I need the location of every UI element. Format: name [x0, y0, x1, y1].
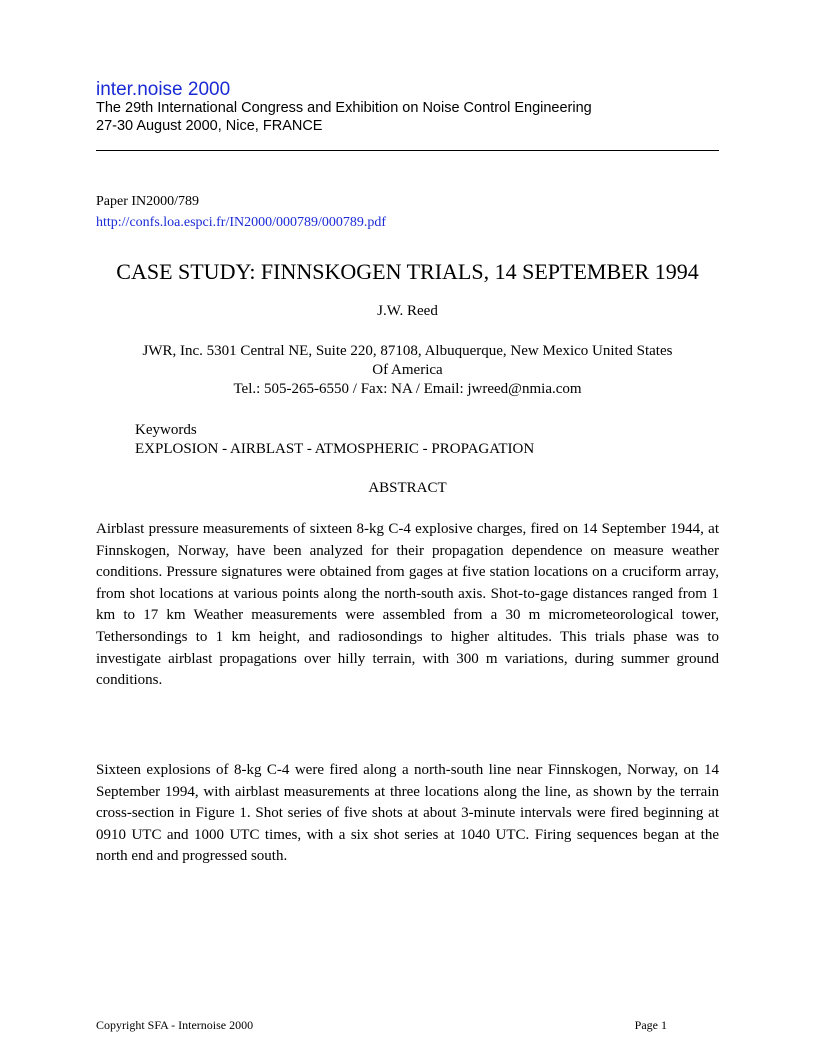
- footer-copyright: Copyright SFA - Internoise 2000: [96, 1018, 254, 1032]
- abstract-text: Airblast pressure measurements of sixteen 8-kg C-4 explosive charges, fired on 14 September 1944, at Finnskogen, Norway, have been analyzed for their propagation dependence on measure weather conditions. Pressure signatures were obtained from gages at five station locations on a cruciform array, from shot locations at various points along the north-south axis. Shot-to-gage distances ranged from 1 km to 17 km Weather measurements were assembled from a 30 m micrometeorological tower, Tethersondings to 1 km height, and radiosondings to higher altitudes. This trials phase was to investigate airblast propagations over hilly terrain, with 300 m variations, during summer ground conditions.: [96, 521, 719, 689]
- congress-title: The 29th International Congress and Exhibition on Noise Control Engineering: [96, 100, 592, 116]
- paper-title: CASE STUDY: FINNSKOGEN TRIALS, 14 SEPTEMBER 1994: [116, 259, 699, 284]
- conference-dates-location: 27-30 August 2000, Nice, FRANCE: [96, 118, 323, 134]
- affiliation-line-2: Of America: [372, 362, 443, 378]
- affiliation-line-1: JWR, Inc. 5301 Central NE, Suite 220, 87108, Albuquerque, New Mexico United States: [142, 343, 673, 359]
- author-name: J.W. Reed: [377, 303, 438, 319]
- paper-id: Paper IN2000/789: [96, 194, 200, 209]
- keywords-list: EXPLOSION - AIRBLAST - ATMOSPHERIC - PROPAGATION: [135, 441, 535, 457]
- footer-page-number: Page 1: [634, 1018, 667, 1032]
- author-affiliation: [96, 342, 719, 399]
- paper-url-link[interactable]: http://confs.loa.espci.fr/IN2000/000789/000789.pdf: [96, 215, 387, 230]
- header-divider: [96, 150, 719, 151]
- keywords-heading: Keywords: [135, 422, 197, 438]
- body-paragraph: Sixteen explosions of 8-kg C-4 were fired along a north-south line near Finnskogen, Norway, on 14 September 1994, with airblast measurements at three locations along the line, as shown by the terrain cross-section in Figure 1. Shot series of five shots at about 3-minute intervals were fired beginning at 0910 UTC and 1000 UTC times, with a six shot series at 1040 UTC. Firing sequences began at the north end and progressed south.: [96, 762, 719, 865]
- abstract-heading: ABSTRACT: [368, 480, 447, 496]
- conference-name: inter.noise 2000: [96, 79, 231, 100]
- contact-info: Tel.: 505-265-6550 / Fax: NA / Email: jwreed@nmia.com: [233, 381, 582, 397]
